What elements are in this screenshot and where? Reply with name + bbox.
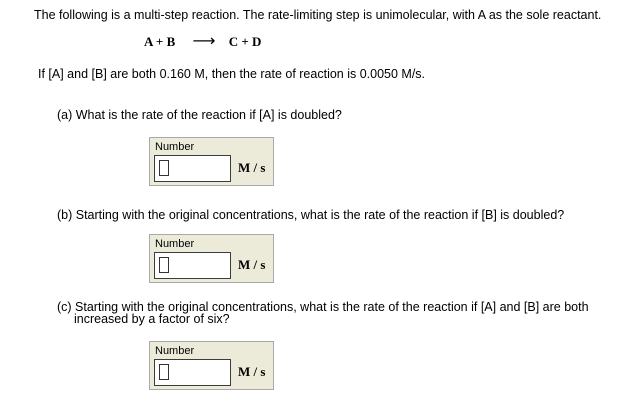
reaction-arrow-icon: ⟶ [192,31,216,50]
part-b-number-field[interactable] [154,252,231,279]
part-c-number-field[interactable] [154,359,231,386]
equation-reactants: A + B [144,34,176,49]
part-b-number-input[interactable] [159,257,169,273]
part-c-input-label: Number [155,345,195,357]
part-a-number-input[interactable] [159,160,169,176]
reaction-equation [144,33,261,49]
part-a-question: (a) What is the rate of the reaction if [A] is doubled? [57,108,342,122]
problem-intro: The following is a multi-step reaction. The rate-limiting step is unimolecular, with A as the sole reactant. [34,8,602,22]
part-c-question: (c) Starting with the original concentrations, what is the rate of the reaction if [A] and [B] are both [57,300,589,314]
part-b-unit: M / s [238,257,266,272]
part-a-unit: M / s [238,160,266,175]
part-c-question-continued: increased by a factor of six? [74,312,230,326]
part-b-question: (b) Starting with the original concentrations, what is the rate of the reaction if [B] is doubled? [57,208,565,222]
part-c-answer-box [149,341,274,390]
part-a-number-field[interactable] [154,155,231,182]
part-b-input-label: Number [155,238,195,250]
equation-products: C + D [228,34,262,49]
part-b-answer-box [149,234,274,283]
problem-given: If [A] and [B] are both 0.160 M, then the rate of reaction is 0.0050 M/s. [38,67,426,81]
part-c-unit: M / s [238,364,266,379]
part-a-input-label: Number [155,141,195,153]
part-c-number-input[interactable] [159,364,169,380]
part-a-answer-box [149,137,274,186]
